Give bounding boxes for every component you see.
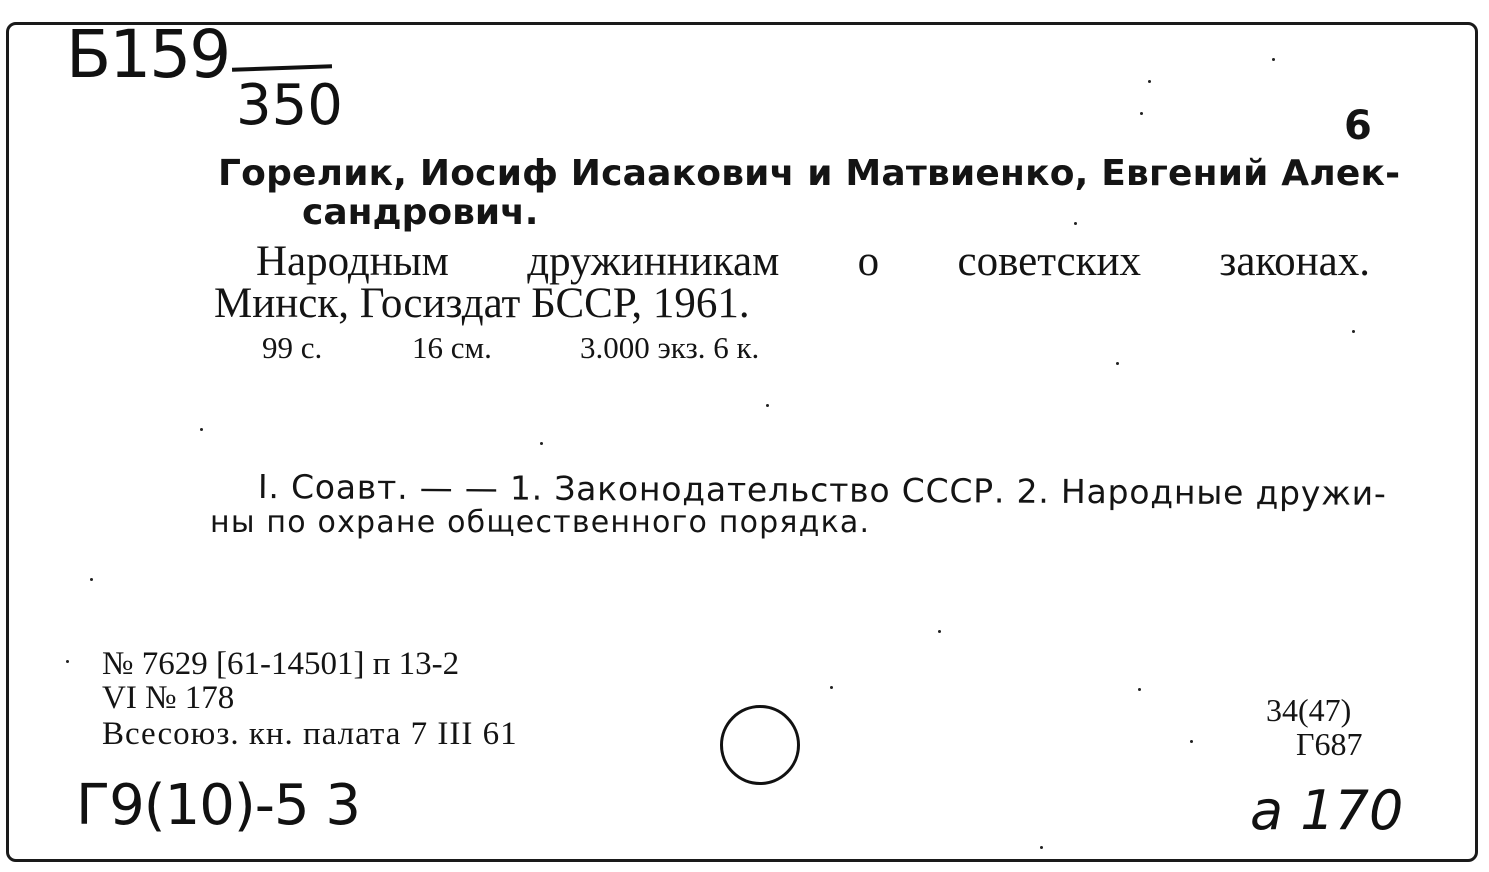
title-word: Народным (256, 238, 449, 285)
imprint: Минск, Госиздат БССР, 1961. (214, 280, 750, 327)
scan-speck (1272, 58, 1275, 61)
punch-hole (720, 705, 800, 785)
scan-speck (830, 686, 833, 689)
scan-speck (200, 428, 203, 431)
scan-speck (1074, 222, 1077, 225)
collation-size: 16 см. (412, 330, 492, 365)
handwritten-inventory: а 170 (1250, 779, 1404, 842)
catalog-number: № 7629 [61-14501] п 13-2 (102, 646, 460, 682)
scan-speck (1190, 740, 1193, 743)
book-chamber: Всесоюз. кн. палата 7 III 61 (102, 716, 518, 752)
author-heading: Горелик, Иосиф Исаакович и Матвиенко, Евгений Алек- (218, 153, 1401, 194)
scan-speck (90, 578, 93, 581)
scan-speck (1352, 330, 1355, 333)
scan-speck (938, 630, 941, 633)
scan-speck (1148, 80, 1151, 83)
scan-speck (1140, 112, 1143, 115)
title-word: о (857, 238, 880, 285)
scan-speck (540, 442, 543, 445)
handwritten-code: Б159 (66, 16, 230, 93)
series-number: VI № 178 (102, 680, 235, 716)
handwritten-fraction: 350 (236, 73, 343, 138)
scan-speck (1040, 846, 1043, 849)
scan-speck (1138, 688, 1141, 691)
tracings: I. Соавт. — — 1. Законодательство СССР. 2. Народные дружи- (257, 467, 1387, 513)
scan-speck (766, 404, 769, 407)
title-word: советских (957, 238, 1142, 285)
title-word: законах. (1219, 238, 1370, 285)
author-heading-cont: сандрович. (302, 192, 539, 233)
scan-speck (66, 660, 69, 663)
card-number: 6 (1344, 103, 1372, 149)
author-mark: Г687 (1296, 726, 1363, 762)
classification-code: 34(47) (1266, 692, 1352, 728)
tracings-cont: ны по охране общественного порядка. (210, 505, 871, 540)
collation-pages: 99 с. (262, 330, 323, 365)
handwritten-shelf-code: Г9(10)-5 3 (76, 773, 360, 838)
title-word: дружинникам (527, 238, 780, 285)
title-line (256, 240, 1370, 283)
scan-speck (1116, 362, 1119, 365)
collation-copies-price: 3.000 экз. 6 к. (580, 330, 760, 365)
